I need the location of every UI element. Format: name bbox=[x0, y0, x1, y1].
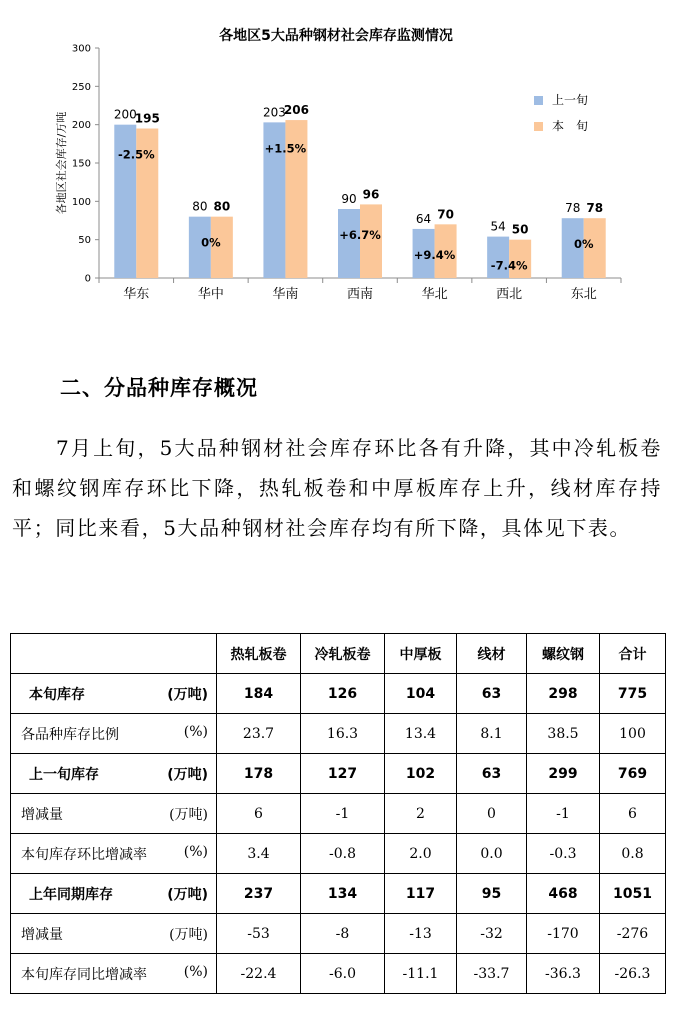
row-unit: (%) bbox=[183, 843, 208, 860]
table-header-row bbox=[11, 634, 666, 674]
y-tick-label: 250 bbox=[71, 81, 91, 93]
row-label bbox=[11, 954, 217, 994]
table-cell: -170 bbox=[527, 914, 600, 954]
table-cell: -22.4 bbox=[217, 954, 301, 994]
regional-inventory-bar-chart bbox=[0, 0, 673, 310]
data-label-current: 50 bbox=[511, 222, 529, 237]
table-cell: -32 bbox=[457, 914, 527, 954]
table-cell: -0.8 bbox=[301, 834, 385, 874]
data-label-previous: 80 bbox=[192, 199, 208, 214]
table-cell: 775 bbox=[600, 674, 666, 714]
paragraph-text: 7月上旬，5大品种钢材社会库存环比各有升降，其中冷轧板卷和螺纹钢库存环比下降，热轧板卷和中厚板库存上升，线材库存持平；同比来看，5大品种钢材社会库存均有所下降，具体见下表。 bbox=[12, 436, 662, 540]
category-label: 东北 bbox=[570, 287, 597, 302]
table-cell: 38.5 bbox=[527, 714, 600, 754]
table-cell: -6.0 bbox=[301, 954, 385, 994]
table-cell: 126 bbox=[301, 674, 385, 714]
table-cell: -1 bbox=[301, 794, 385, 834]
change-label: 0% bbox=[201, 235, 221, 250]
table-cell: 0 bbox=[457, 794, 527, 834]
table-cell: -0.3 bbox=[527, 834, 600, 874]
table-cell: 6 bbox=[600, 794, 666, 834]
data-label-previous: 203 bbox=[262, 105, 286, 120]
table-cell: 102 bbox=[385, 754, 457, 794]
category-label: 西北 bbox=[496, 287, 523, 302]
category-label: 华中 bbox=[197, 287, 224, 302]
row-label-text: 上一旬库存 bbox=[29, 766, 99, 783]
table-cell: -11.1 bbox=[385, 954, 457, 994]
header-cell: 合计 bbox=[600, 634, 666, 674]
data-label-current: 206 bbox=[283, 103, 309, 118]
table-cell: 2.0 bbox=[385, 834, 457, 874]
table-row bbox=[11, 874, 666, 914]
data-label-previous: 90 bbox=[341, 192, 357, 206]
table-cell: -33.7 bbox=[457, 954, 527, 994]
row-unit: (万吨) bbox=[167, 766, 208, 783]
row-label bbox=[11, 794, 217, 834]
row-label bbox=[11, 714, 217, 754]
change-label: +9.4% bbox=[413, 247, 456, 262]
table-cell: 23.7 bbox=[217, 714, 301, 754]
table-cell: 3.4 bbox=[217, 834, 301, 874]
data-label-current: 70 bbox=[437, 207, 454, 222]
table-cell: 8.1 bbox=[457, 714, 527, 754]
y-axis-label: 各地区社会库存/万吨 bbox=[55, 111, 68, 215]
row-label bbox=[11, 874, 217, 914]
data-label-current: 96 bbox=[362, 187, 380, 202]
table-row bbox=[11, 674, 666, 714]
legend-label: 上一旬 bbox=[552, 93, 589, 107]
table-cell: -36.3 bbox=[527, 954, 600, 994]
table-cell: 184 bbox=[217, 674, 301, 714]
data-label-current: 80 bbox=[213, 199, 231, 214]
table-cell: -1 bbox=[527, 794, 600, 834]
table-cell: 2 bbox=[385, 794, 457, 834]
table-cell: 134 bbox=[301, 874, 385, 914]
change-label: -2.5% bbox=[117, 147, 155, 162]
row-label bbox=[11, 674, 217, 714]
row-label-text: 本旬库存同比增减率 bbox=[21, 966, 147, 983]
table-cell: 16.3 bbox=[301, 714, 385, 754]
row-label bbox=[11, 914, 217, 954]
table-row bbox=[11, 754, 666, 794]
table-row bbox=[11, 914, 666, 954]
row-label bbox=[11, 834, 217, 874]
inventory-table bbox=[10, 633, 666, 994]
table-cell: 769 bbox=[600, 754, 666, 794]
table-cell: 299 bbox=[527, 754, 600, 794]
row-label-text: 增减量 bbox=[21, 926, 63, 943]
y-tick-label: 200 bbox=[71, 120, 91, 132]
category-label: 华东 bbox=[123, 287, 150, 302]
category-label: 西南 bbox=[346, 287, 374, 302]
table-cell: 100 bbox=[600, 714, 666, 754]
header-cell: 冷轧板卷 bbox=[301, 634, 385, 674]
section-title: 二、分品种库存概况 bbox=[60, 376, 258, 400]
y-tick-label: 0 bbox=[84, 273, 91, 285]
row-label-text: 本旬库存环比增减率 bbox=[21, 846, 147, 863]
legend-swatch bbox=[534, 122, 543, 131]
table-cell: -53 bbox=[217, 914, 301, 954]
row-label-text: 各品种库存比例 bbox=[21, 726, 119, 743]
chart-title: 各地区5大品种钢材社会库存监测情况 bbox=[219, 28, 453, 44]
table-cell: 13.4 bbox=[385, 714, 457, 754]
section-paragraph bbox=[12, 428, 662, 548]
table-cell: 63 bbox=[457, 674, 527, 714]
change-label: +6.7% bbox=[339, 228, 381, 242]
table-cell: 95 bbox=[457, 874, 527, 914]
data-label-previous: 78 bbox=[565, 201, 581, 216]
row-label-text: 本旬库存 bbox=[29, 686, 85, 703]
change-label: -7.4% bbox=[490, 258, 528, 273]
table-cell: 6 bbox=[217, 794, 301, 834]
header-cell: 中厚板 bbox=[385, 634, 457, 674]
table-cell: 468 bbox=[527, 874, 600, 914]
data-label-current: 78 bbox=[586, 201, 604, 216]
bar-previous bbox=[338, 209, 360, 278]
row-unit: (万吨) bbox=[169, 806, 208, 823]
table-cell: -276 bbox=[600, 914, 666, 954]
header-cell bbox=[11, 634, 217, 674]
change-label: +1.5% bbox=[264, 141, 307, 156]
row-unit: (万吨) bbox=[167, 686, 208, 703]
row-label-text: 上年同期库存 bbox=[29, 886, 113, 903]
row-unit: (%) bbox=[183, 723, 208, 740]
row-label-text: 增减量 bbox=[21, 806, 63, 823]
y-tick-label: 100 bbox=[71, 196, 91, 208]
table-row bbox=[11, 834, 666, 874]
row-label bbox=[11, 754, 217, 794]
category-label: 华北 bbox=[421, 287, 448, 302]
data-label-current: 195 bbox=[134, 111, 160, 126]
table-cell: 1051 bbox=[600, 874, 666, 914]
y-tick-label: 50 bbox=[78, 235, 91, 247]
table-cell: 127 bbox=[301, 754, 385, 794]
y-tick-label: 150 bbox=[71, 158, 91, 170]
category-label: 华南 bbox=[272, 287, 299, 302]
row-unit: (万吨) bbox=[169, 926, 208, 943]
table-cell: 0.0 bbox=[457, 834, 527, 874]
table-cell: -26.3 bbox=[600, 954, 666, 994]
table-cell: 104 bbox=[385, 674, 457, 714]
table-cell: -8 bbox=[301, 914, 385, 954]
change-label: 0% bbox=[573, 237, 594, 252]
table-cell: 298 bbox=[527, 674, 600, 714]
table-cell: -13 bbox=[385, 914, 457, 954]
data-label-previous: 54 bbox=[490, 219, 506, 234]
legend-label: 本 旬 bbox=[552, 119, 589, 133]
legend-swatch bbox=[534, 96, 543, 105]
table-row bbox=[11, 954, 666, 994]
table-cell: 178 bbox=[217, 754, 301, 794]
data-label-previous: 64 bbox=[415, 211, 432, 226]
table-cell: 0.8 bbox=[600, 834, 666, 874]
table-row bbox=[11, 714, 666, 754]
y-tick-label: 300 bbox=[71, 43, 91, 55]
row-unit: (万吨) bbox=[167, 886, 208, 903]
header-cell: 线材 bbox=[457, 634, 527, 674]
table-row bbox=[11, 794, 666, 834]
data-label-previous: 200 bbox=[113, 107, 137, 122]
table-cell: 237 bbox=[217, 874, 301, 914]
table-cell: 63 bbox=[457, 754, 527, 794]
header-cell: 螺纹钢 bbox=[527, 634, 600, 674]
row-unit: (%) bbox=[183, 963, 208, 980]
header-cell: 热轧板卷 bbox=[217, 634, 301, 674]
table-cell: 117 bbox=[385, 874, 457, 914]
